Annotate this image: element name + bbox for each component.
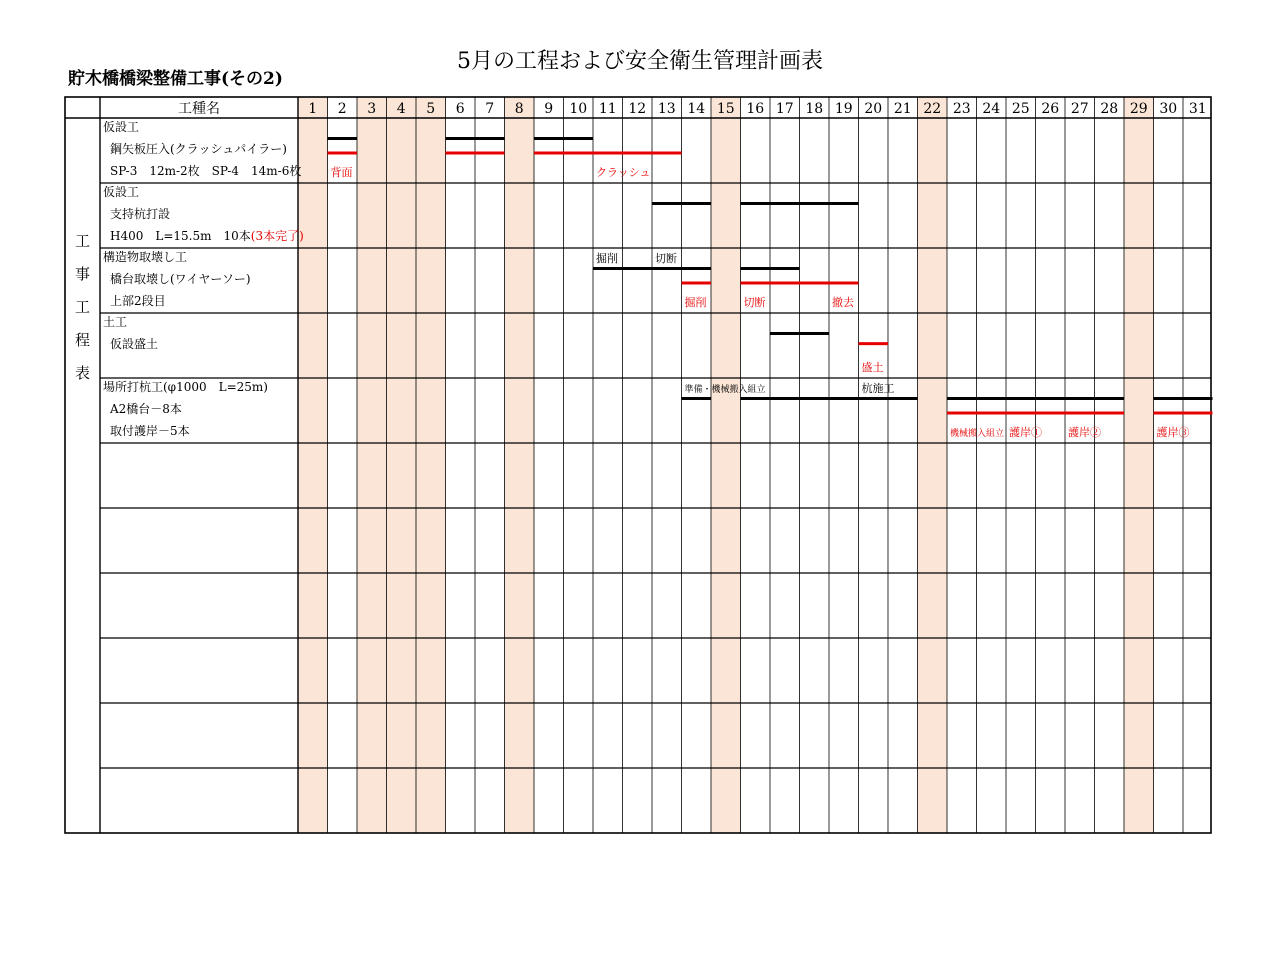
task-line: SP-3 12m-2枚 SP-4 14m-6枚 (110, 164, 302, 178)
day-header-19: 19 (834, 101, 853, 117)
day-header-1: 1 (308, 101, 318, 117)
task-line: 橋台取壊し(ワイヤーソー) (110, 272, 251, 286)
safety-bar (534, 152, 682, 155)
holiday-column-3 (357, 97, 387, 833)
day-header-21: 21 (893, 101, 912, 117)
work-type-header: 工種名 (178, 101, 220, 117)
day-header-7: 7 (485, 101, 495, 117)
task-line: 仮設工 (103, 185, 140, 199)
day-header-28: 28 (1100, 101, 1119, 117)
bar-label: 盛土 (861, 361, 884, 374)
task-line: 場所打杭工(φ1000 L=25m) (103, 380, 268, 394)
bar-label: 切断 (655, 252, 677, 265)
table-border (65, 97, 1211, 833)
day-header-20: 20 (864, 101, 883, 117)
bar-label: 杭施工 (861, 382, 895, 395)
day-header-5: 5 (426, 101, 436, 117)
safety-bar (328, 152, 358, 155)
day-header-3: 3 (367, 101, 377, 117)
bar-label: 準備・機械搬入組立 (684, 385, 766, 395)
day-header-15: 15 (716, 101, 735, 117)
safety-bar (446, 152, 505, 155)
bar-label: 護岸① (1009, 426, 1042, 439)
day-header-29: 29 (1129, 101, 1148, 117)
section-label-char: 工 (74, 298, 91, 316)
task-line: 仮設盛土 (110, 337, 159, 351)
day-header-4: 4 (396, 101, 406, 117)
safety-bar (1154, 412, 1213, 415)
plan-bar (446, 137, 505, 140)
plan-bar (534, 137, 593, 140)
bar-label: 護岸② (1068, 426, 1101, 439)
task-line: 上部2段目 (110, 294, 166, 308)
plan-bar (328, 137, 358, 140)
grid-lines-layer (65, 97, 1211, 833)
plan-bar (741, 397, 918, 400)
plan-bar (1154, 397, 1213, 400)
day-header-27: 27 (1070, 101, 1089, 117)
task-line: 鋼矢板圧入(クラッシュパイラー) (110, 142, 287, 156)
section-label-char: 工 (74, 232, 91, 250)
safety-bar (947, 412, 1124, 415)
plan-bar (947, 397, 1124, 400)
bar-label: 機械搬入組立 (950, 429, 1005, 439)
plan-bar (593, 267, 711, 270)
section-label-char: 表 (74, 364, 91, 382)
plan-bar (741, 202, 859, 205)
day-header-23: 23 (952, 101, 971, 117)
bar-label: 掘削 (596, 252, 618, 265)
day-header-9: 9 (544, 101, 554, 117)
holiday-column-4 (387, 97, 417, 833)
day-header-22: 22 (923, 101, 942, 117)
day-header-30: 30 (1159, 101, 1178, 117)
day-header-6: 6 (455, 101, 465, 117)
page-title: 5月の工程および安全衛生管理計画表 (457, 49, 823, 74)
section-label-char: 事 (74, 265, 91, 283)
day-header-26: 26 (1041, 101, 1060, 117)
bar-label: 切断 (743, 296, 766, 309)
holiday-column-1 (298, 97, 328, 833)
section-label-char: 程 (74, 331, 91, 349)
task-line: 構造物取壊し工 (103, 250, 188, 264)
bar-label: 背面 (330, 166, 353, 179)
task-line: 仮設工 (103, 120, 140, 134)
day-header-2: 2 (337, 101, 347, 117)
day-header-13: 13 (657, 101, 676, 117)
holiday-shading-layer (298, 97, 1154, 833)
task-line: H400 L=15.5m 10本(3本完了) (110, 229, 304, 243)
holiday-column-8 (505, 97, 535, 833)
holiday-column-15 (711, 97, 741, 833)
holiday-column-22 (918, 97, 948, 833)
day-header-24: 24 (982, 101, 1001, 117)
holiday-column-5 (416, 97, 446, 833)
task-line: 取付護岸－5本 (110, 424, 190, 438)
bar-label: 護岸③ (1156, 426, 1190, 439)
task-line: 支持杭打設 (110, 207, 171, 221)
task-line: 土工 (103, 315, 128, 329)
day-header-31: 31 (1188, 101, 1207, 117)
plan-bar (682, 397, 712, 400)
plan-bar (741, 267, 800, 270)
project-name: 貯木橋橋梁整備工事(その2) (68, 69, 283, 89)
plan-bar (770, 332, 829, 335)
day-header-18: 18 (805, 101, 824, 117)
day-header-25: 25 (1011, 101, 1030, 117)
day-header-16: 16 (746, 101, 765, 117)
holiday-column-29 (1124, 97, 1154, 833)
task-line: A2橋台－8本 (110, 402, 182, 416)
safety-bar (682, 282, 712, 285)
day-header-8: 8 (514, 101, 524, 117)
day-header-17: 17 (775, 101, 794, 117)
plan-bar (652, 202, 711, 205)
day-header-14: 14 (687, 101, 706, 117)
bar-label: 撤去 (832, 296, 854, 309)
safety-bar (859, 342, 889, 345)
bar-label: 掘削 (684, 296, 707, 309)
bar-label: クラッシュ (596, 166, 651, 179)
safety-bar (741, 282, 859, 285)
day-header-11: 11 (598, 101, 617, 117)
day-header-12: 12 (628, 101, 647, 117)
day-header-10: 10 (569, 101, 588, 117)
